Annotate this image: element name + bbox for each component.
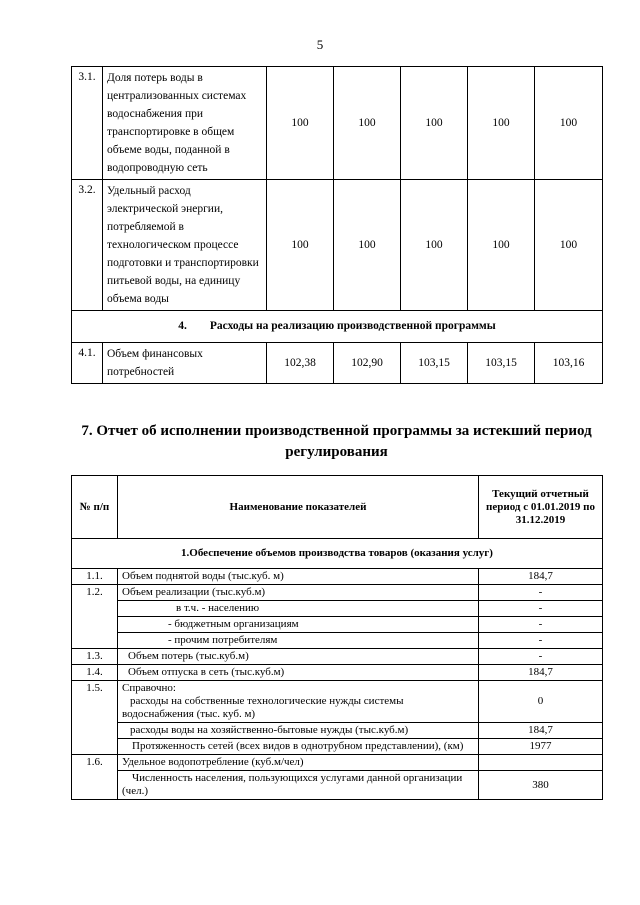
value-cell: 103,15 — [401, 343, 468, 384]
table-header-row — [72, 476, 603, 539]
table-row — [72, 665, 603, 681]
table-row — [72, 649, 603, 665]
value-cell: 1977 — [479, 739, 603, 755]
table-row — [72, 585, 603, 601]
row-number: 1.2. — [72, 585, 118, 601]
indicator-name: Объем финансовых потребностей — [103, 343, 267, 384]
table-row — [72, 601, 603, 617]
value-cell: 100 — [334, 180, 401, 311]
value-cell: - — [479, 633, 603, 649]
indicator-name — [118, 681, 479, 723]
row-number: 1.4. — [72, 665, 118, 681]
indicator-subitem: расходы воды на хозяйственно-бытовые нужды (тыс.куб.м) — [118, 723, 479, 739]
page-number: 5 — [316, 37, 324, 52]
value-cell: 100 — [267, 180, 334, 311]
table-row — [72, 739, 603, 755]
value-cell: 102,38 — [267, 343, 334, 384]
value-cell: 100 — [334, 67, 401, 180]
section-heading — [72, 311, 603, 343]
table-row — [72, 723, 603, 739]
row-number: 3.1. — [72, 67, 103, 180]
empty-cell — [72, 617, 118, 633]
empty-cell — [72, 739, 118, 755]
indicator-name: Удельное водопотребление (куб.м/чел) — [118, 755, 479, 771]
value-cell: - — [479, 601, 603, 617]
value-cell: 100 — [401, 67, 468, 180]
indicator-name: Объем отпуска в сеть (тыс.куб.м) — [118, 665, 479, 681]
value-cell: - — [479, 649, 603, 665]
indicator-name: Объем потерь (тыс.куб.м) — [118, 649, 479, 665]
report-table — [71, 475, 603, 800]
indicator-subitem: Протяженность сетей (всех видов в однотрубном представлении), (км) — [118, 739, 479, 755]
indicator-subitem: - бюджетным организациям — [118, 617, 479, 633]
value-cell — [479, 755, 603, 771]
indicator-name: Удельный расход электрической энергии, потребляемой в технологическом процессе подготовки и транспортировки питьевой воды, на единицу объема воды — [103, 180, 267, 311]
value-cell: 100 — [468, 67, 535, 180]
row-number: 4.1. — [72, 343, 103, 384]
value-cell: 100 — [468, 180, 535, 311]
indicator-subitem: в т.ч. - населению — [118, 601, 479, 617]
section-number: 4. — [178, 320, 187, 332]
indicator-subitem: Численность населения, пользующихся услугами данной организации (чел.) — [118, 771, 479, 800]
value-cell: 380 — [479, 771, 603, 800]
value-cell: 103,15 — [468, 343, 535, 384]
indicator-subitem: расходы на собственные технологические нужды системы водоснабжения (тыс. куб. м) — [122, 695, 404, 720]
row-number: 1.3. — [72, 649, 118, 665]
value-cell: 100 — [535, 67, 603, 180]
empty-cell — [72, 771, 118, 800]
row-number: 3.2. — [72, 180, 103, 311]
row-number: 1.1. — [72, 569, 118, 585]
empty-cell — [72, 633, 118, 649]
empty-cell — [72, 601, 118, 617]
value-cell: 184,7 — [479, 569, 603, 585]
table-row — [72, 617, 603, 633]
value-cell: 100 — [535, 180, 603, 311]
value-cell: 184,7 — [479, 723, 603, 739]
section-title: 1.Обеспечение объемов производства товаров (оказания услуг) — [72, 539, 603, 569]
section-title: Расходы на реализацию производственной программы — [209, 320, 496, 332]
section-row — [72, 539, 603, 569]
indicators-table-continued — [71, 66, 603, 384]
report-title: 7. Отчет об исполнении производственной программы за истекший период регулирования — [81, 423, 592, 460]
indicator-name: Объем поднятой воды (тыс.куб. м) — [118, 569, 479, 585]
value-cell: 102,90 — [334, 343, 401, 384]
indicator-label: Справочно: — [122, 682, 176, 694]
value-cell: 103,16 — [535, 343, 603, 384]
header-num: № п/п — [72, 476, 118, 539]
indicator-name: Доля потерь воды в централизованных системах водоснабжения при транспортировке в общем объеме воды, поданной в водопроводную сеть — [103, 67, 267, 180]
value-cell: 0 — [479, 681, 603, 723]
table-row — [72, 681, 603, 723]
table-row — [72, 180, 603, 311]
value-cell: 100 — [401, 180, 468, 311]
value-cell: - — [479, 617, 603, 633]
header-name: Наименование показателей — [118, 476, 479, 539]
table-row — [72, 343, 603, 384]
table-row — [72, 67, 603, 180]
value-cell: 184,7 — [479, 665, 603, 681]
header-period: Текущий отчетный период с 01.01.2019 по 31.12.2019 — [479, 476, 603, 539]
section-row — [72, 311, 603, 343]
empty-cell — [72, 723, 118, 739]
table-row — [72, 755, 603, 771]
table-row — [72, 569, 603, 585]
value-cell: - — [479, 585, 603, 601]
indicator-subitem: - прочим потребителям — [118, 633, 479, 649]
row-number: 1.5. — [72, 681, 118, 723]
row-number: 1.6. — [72, 755, 118, 771]
table-row — [72, 633, 603, 649]
indicator-name: Объем реализации (тыс.куб.м) — [118, 585, 479, 601]
table-row — [72, 771, 603, 800]
value-cell: 100 — [267, 67, 334, 180]
